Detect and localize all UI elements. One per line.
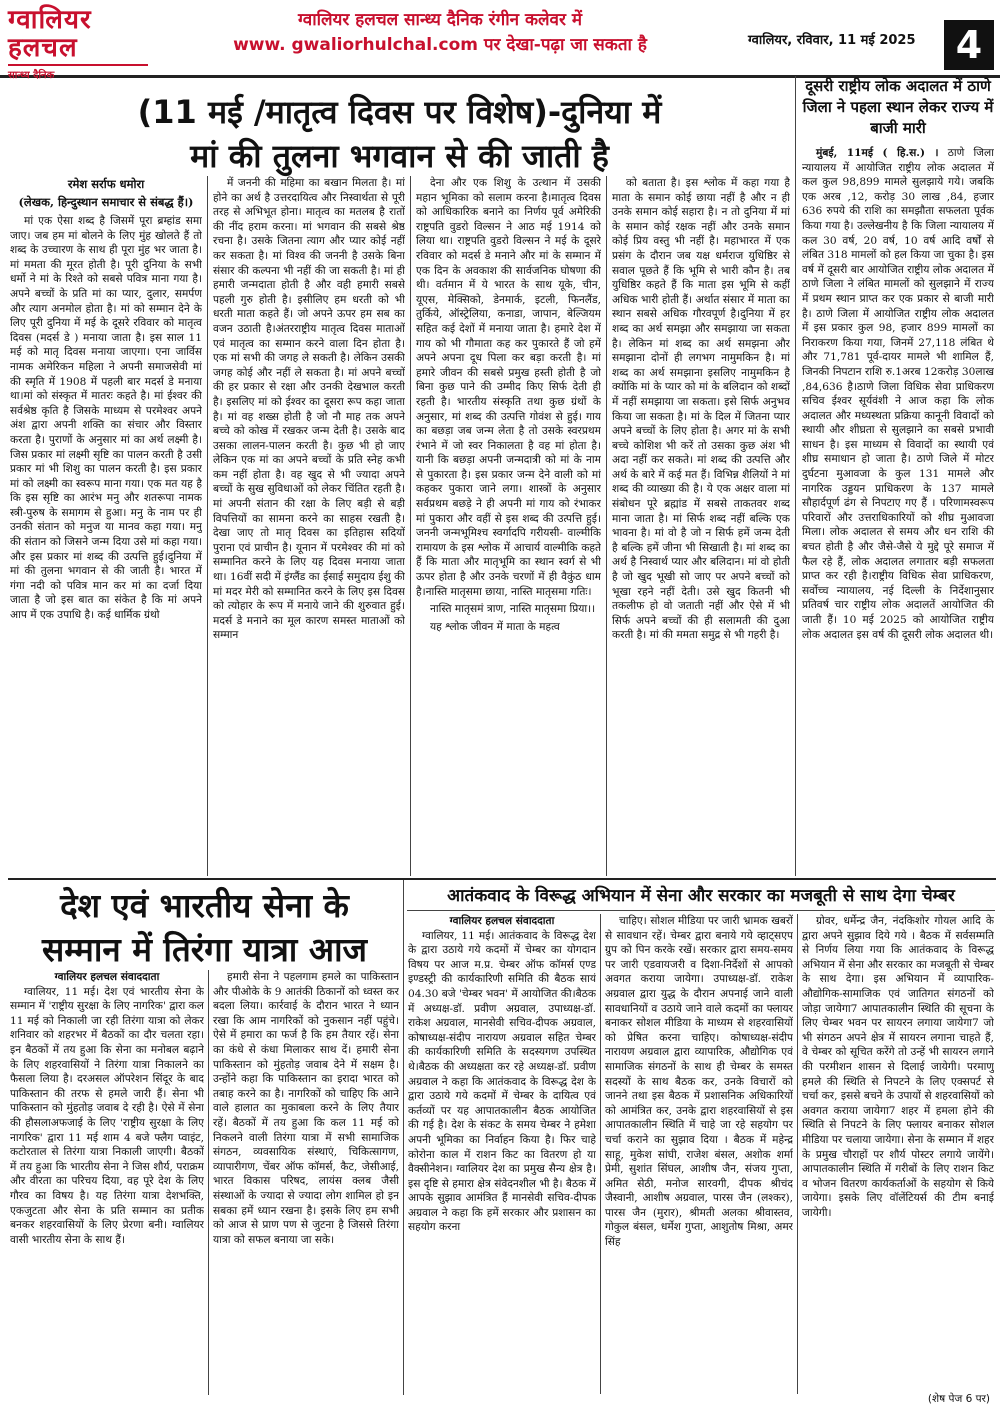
column-divider xyxy=(403,880,404,1395)
tiranga-headline-line2: सम्मान में तिरंगा यात्रा आज xyxy=(41,930,368,969)
article-text: को बताता है। इस श्लोक में कहा गया है माता के समान कोई छाया नहीं है और न ही उनके समान कोई सहारा है। न तो दुनिया में मां के समान कोई रक्षक नहीं और उनके समान कोई प्रिय वस्तु भी नहीं है। महाभारत में एक प्रसंग के दौरान जब यक्ष धर्मराज युधिष्ठिर से सवाल पूछते हैं कि भूमि से भारी कौन है। तब युधिष्ठिर कहते हैं कि माता इस भूमि से कहीं अधिक भारी होती हैं। अर्थात संसार में माता का स्थान सबसे अधिक गौरवपूर्ण है।दुनिया में हर शब्द का अर्थ समझा और समझाया जा सकता है। लेकिन मां शब्द का अर्थ समझना और समझाना दोनों ही लगभग नामुमकिन है। मां शब्द का अर्थ समझाना इसलिए नामुमकिन है क्योंकि मां के प्यार को मां के बलिदान को शब्दों में नहीं समझाया जा सकता। इसे सिर्फ अनुभव किया जा सकता है। मां के दिल में जितना प्यार अपने बच्चों के लिए होता है। अगर मां के सभी बच्चे कोशिश भी करें तो उसका कुछ अंश भी अदा नहीं कर सकते। मां शब्द की उत्पत्ति और अर्थ के बारे में कई मत हैं। विभिन्न शैलियों ने मां शब्द की व्याख्या की है। ये एक अक्षर वाला मां संबोधन पूरे ब्रह्मांड में सबसे ताकतवर शब्द माना जाता है। मां सिर्फ शब्द नहीं बल्कि एक भावना है। मां वो है जो न सिर्फ हमें जन्म देती है बल्कि हमें जीना भी सिखाती है। मां शब्द का अर्थ है निस्वार्थ प्यार और बलिदान। मां वो होती है जो खुद भूखी सो जाए पर अपने बच्चों को भूखा रहने नहीं देती। उसे खुद कितनी भी तकलीफ हो वो जताती नहीं और ऐसे में भी सिर्फ अपने बच्चों की ही सलामती की दुआ करती है। मां की ममता समुद्र से भी गहरी है। xyxy=(612,177,790,642)
main-story-column-1 xyxy=(10,176,202,876)
main-headline-line1: (11 मई /मातृत्व दिवस पर विशेष)-दुनिया में xyxy=(137,93,662,131)
tiranga-story-column-1 xyxy=(10,970,204,1395)
right-story-dateline: मुंबई, 11मई ( हि.स.) । xyxy=(816,147,939,159)
main-story-column-3 xyxy=(416,176,601,876)
reporter-credit: ग्वालियर हलचल संवाददाता xyxy=(449,915,555,927)
logo-line2: हलचल xyxy=(8,33,78,63)
right-story-headline: दूसरी राष्ट्रीय लोक अदालत में ठाणे जिला ने पहला स्थान लेकर राज्य में बाजी मारी xyxy=(802,77,994,137)
chamber-story-column-3 xyxy=(802,914,994,1384)
logo-line1: ग्वालियर xyxy=(8,5,92,35)
page-number: 4 xyxy=(944,20,994,70)
promo-website-link[interactable]: www. gwaliorhulchal.com पर देखा-पढ़ा जा सकता है xyxy=(233,35,647,55)
logo-tagline: सान्ध्य दैनिक xyxy=(8,64,148,81)
column-divider xyxy=(600,914,601,1394)
chamber-story-column-2 xyxy=(605,914,793,1394)
right-story-body xyxy=(802,146,994,876)
article-text: हमारी सेना ने पहलगाम हमले का पाकिस्तान और पीओके के 9 आतंकी ठिकानों को ध्वस्त कर बदला लिया। कार्रवाई के दौरान भारत ने ध्यान रखा कि आम नागरिकों को नुकसान नहीं पहुंचे। ऐसे में हमारा का फर्ज है कि हम तैयार रहें। सेना का कंधे से कंधा मिलाकर साथ दें। हमारी सेना पाकिस्तान को मुंहतोड़ जवाब देने में सक्षम है। उन्होंने कहा कि पाकिस्तान का इरादा भारत को तबाह करने का है। नागरिकों को चाहिए कि आने वाले हालात का मुकाबला करने के लिए तैयार रहें। बैठकों में तय हुआ कि कल 11 मई को निकलने वाली तिरंगा यात्रा में सभी सामाजिक संगठन, व्यवसायिक संस्थाएं, चिकित्सागण, व्यापारीगण, चेंबर ऑफ कॉमर्स, कैट, जेसीआई, भारत विकास परिषद, लायंस क्लब जैसी संस्थाओं के ज्यादा से ज्यादा लोग शामिल हो इन सबका हमें ध्यान रखना है। इसके लिए हम सभी को आज से प्राण पण से जुटना है जिससे तिरंगा यात्रा को सफल बनाया जा सके। xyxy=(213,971,399,1246)
continued-on-page-note[interactable]: (शेष पेज 6 पर) xyxy=(927,1393,990,1405)
article-text: ग्रोवर, धर्मेन्द्र जैन, नंदकिशोर गोयल आदि के द्वारा अपने सुझाव दिये गये । बैठक में सर्वसम्मति से निर्णय लिया गया कि आतंकवाद के विरूद्ध अभियान में सेना और सरकार का मजबूती से चेम्बर के साथ देगा। इस अभियान में व्यापारिक-औद्योगिक-सामाजिक एवं जातिगत संगठनों को जोड़ा जायेगा7 आपातकालीन स्थिति की सूचना के लिए चेम्बर भवन पर सायरन लगाया जायेगा7 जो भी संगठन अपने क्षेत्र में सायरन लगाना चाहते हैं, वे चेम्बर को सूचित करेंगे तो उन्हें भी सायरन लगाने की परमीशन शासन से दिलाई जायेगी। परमाणु हमले की स्थिति से निपटने के लिए एक्सपर्ट से चर्चा कर, इससे बचने के उपायों से शहरवासियों को अवगत कराया जायेगा7 शहर में हमला होने की स्थिति से निपटने के लिए फ्लायर बनाकर सोशल मीडिया पर चलाया जायेगा। सेना के सम्मान में शहर के प्रमुख चौराहों पर शौर्य पोस्टर लगाये जायेंगे। आपातकालीन स्थिति में गरीबों के लिए राशन किट व भोजन वितरण कार्यकर्ताओं के सहयोग से किये जायेगा। इसके लिए वॉलेंटियर्स की टीम बनाई जायेगी। xyxy=(802,915,994,1219)
column-divider xyxy=(795,76,796,876)
masthead xyxy=(0,0,1000,81)
issue-dateline: ग्वालियर, रविवार, 11 मई 2025 xyxy=(748,33,916,48)
reporter-credit: ग्वालियर हलचल संवाददाता xyxy=(54,971,160,983)
chamber-story-column-1 xyxy=(408,914,596,1394)
promo-line1: ग्वालियर हलचल सान्ध्य दैनिक रंगीन कलेवर में xyxy=(297,10,583,30)
article-text: चाहिए। सोशल मीडिया पर जारी भ्रामक खबरों से सावधान रहें। चेम्बर द्वारा बनाये गये व्हाट्सएप ग्रुप को पिन करके रखें। सरकार द्वारा समय-समय पर जारी एडवायजरी व दिशा-निर्देशों से आपको अवगत कराया जायेगा। उपाध्यक्ष-डॉ. राकेश अग्रवाल द्वारा युद्ध के दौरान अपनाई जाने वाली सावधानियों व उठाये जाने वाले कदमों का फ्लायर बनाकर सोशल मीडिया के माध्यम से शहरवासियों को प्रेषित करना चाहिए। कोषाध्यक्ष-संदीप नारायण अग्रवाल द्वारा व्यापारिक, औद्योगिक एवं सामाजिक संगठनों के साथ ही चेम्बर के समस्त सदस्यों के साथ बैठक कर, उनके विचारों को जानने तथा इस बैठक में प्रशासनिक अधिकारियों को आमंत्रित कर, उनके द्वारा शहरवासियों से इस आपातकालीन स्थिति में चाहे जा रहे सहयोग पर चर्चा कराने का सुझाव दिया । बैठक में महेन्द्र साहू, मुकेश सांघी, राजेश बंसल, अशोक शर्मा प्रेमी, सुशांत सिंघल, आशीष जैन, संजय गुप्ता, अमित सेठी, मनोज सारवगी, दीपक श्रीचंद जैस्वानी, आशीष अग्रवाल, पारस जैन (लश्कर), पारस जैन (मुरार), श्रीमती अलका श्रीवास्तव, गोकुल बंसल, धर्मेश गुप्ता, आशुतोष मिश्रा, अमर सिंह xyxy=(605,915,793,1249)
main-story-headline xyxy=(12,90,787,178)
article-text: ठाणे जिला न्यायालय में आयोजित राष्ट्रीय लोक अदालत में कल कुल 98,899 मामले सुलझाये गये। जबकि एक अरब ,12, करोड़ 30 लाख ,84, हजार 636 रुपये की राशि का समझौता सफलता पूर्वक किया गया है। उल्लेखनीय है कि जिला न्यायालय में कल 30 वर्ष, 20 वर्ष, 10 वर्ष आदि वर्षों से लंबित 318 मामलों को हल किया जा चुका है। इस वर्ष में दूसरी बार आयोजित राष्ट्रीय लोक अदालत में ठाणे जिला ने लंबित मामलों को सुलझाने में राज्य में प्रथम स्थान प्राप्त कर एक प्रकार से बाजी मारी है। ठाणे जिला में आयोजित राष्ट्रीय लोक अदालत में इस प्रकार कुल 98, हजार 899 मामलों का निराकरण किया गया, जिनमें 27,118 लंबित थे और 71,781 पूर्व-दायर मामले भी शामिल हैं, जिनकी निपटान राशि रु.1अरब 12करोड़ 30लाख ,84,636 है।ठाणे जिला विधिक सेवा प्राधिकरण सचिव ईश्वर सूर्यवंशी ने आज कहा कि लोक अदालत और मध्यस्थता प्रक्रिया कानूनी विवादों को स्थायी और शीघ्रता से सुलझाने का सबसे प्रभावी साधन है। इस माध्यम से विवादों का स्थायी एवं शीघ्र समाधान हो जाता है। ठाणे जिले में मोटर दुर्घटना मुआवजा के कुल 131 मामले और नागरिक उड्डयन प्राधिकरण के 137 मामले सौहार्दपूर्ण ढंग से निपटाए गए हैं । परिणामस्वरूप परिवारों और उत्तराधिकारियों को शीघ्र मुआवजा मिला। लोक अदालत से समय और धन राशि की बचत होती है और जैसे-जैसे ये मुद्दे पूरे समाज में फैल रहे हैं, लोक अदालत लगातार बड़ी सफलता प्राप्त कर रही है।राष्ट्रीय विधिक सेवा प्राधिकरण, सर्वोच्च न्यायालय, नई दिल्ली के निर्देशानुसार प्रतिवर्ष चार राष्ट्रीय लोक अदालतें आयोजित की जाती हैं। 10 मई 2025 को आयोजित राष्ट्रीय लोक अदालत इस वर्ष की दूसरी लोक अदालत थी। xyxy=(802,147,994,641)
promo-banner xyxy=(160,8,720,58)
column-divider xyxy=(207,176,208,876)
chamber-story-headline: आतंकवाद के विरूद्ध अभियान में सेना और सरकार का मजबूती से साथ देगा चेम्बर xyxy=(407,884,995,911)
column-divider xyxy=(410,176,411,876)
newspaper-logo xyxy=(8,5,148,81)
column-divider xyxy=(606,176,607,876)
article-text: देना और एक शिशु के उत्थान में उसकी महान भूमिका को सलाम करना है।मातृत्व दिवस को आधिकारिक बनाने का निर्णय पूर्व अमेरिकी राष्ट्रपति वुडरो विल्सन ने आठ मई 1914 को लिया था। राष्ट्रपति वुडरो विल्सन ने मई के दूसरे रविवार को मदर्स डे मनाने और मां के सम्मान में एक दिन के अवकाश की सार्वजनिक घोषणा की थी। वर्तमान में ये भारत के साथ यूके, चीन, यूएस, मेक्सिको, डेनमार्क, इटली, फिनलैंड, तुर्किये, ऑस्ट्रेलिया, कनाडा, जापान, बेल्जियम सहित कई देशों में मनाया जाता है। हमारे देश में गाय को भी गौमाता कह कर पुकारते हैं जो हमें अपने अपना दूध पिला कर बड़ा करती है। मां हमारे जीवन की सबसे प्रमुख हस्ती होती है जो बिना कुछ पाने की उम्मीद किए सिर्फ देती ही रहती है। भारतीय संस्कृति तथा कुछ ग्रंथों के अनुसार, मां शब्द की उत्पत्ति गोवंश से हुई। गाय का बछड़ा जब जन्म लेता है तो उसके स्वरप्रथम रंभाने में जो स्वर निकालता है वह मां होता है। यानी कि बछड़ा अपनी जन्मदात्री को मां के नाम से पुकारता है। इस प्रकार जन्म देने वाली को मां कहकर पुकारा जाने लगा। शास्त्रों के अनुसार सर्वप्रथम बछड़े ने ही अपनी मां गाय को रंभाकर मां पुकारा और वहीं से इस शब्द की उत्पत्ति हुई। जननी जन्मभूमिश्च स्वर्गादपि गरीयसी- वाल्मीकि रामायण के इस श्लोक में आचार्य वाल्मीकि कहते हैं कि माता और मातृभूमि का स्थान स्वर्ग से भी ऊपर होता है और उनके चरणों में ही वैकुंठ धाम है।नास्ति मातृसमा छाया, नास्ति मातृसमा गतिः। xyxy=(416,177,601,598)
article-text: यह श्लोक जीवन में माता के महत्व xyxy=(430,620,560,633)
main-story-column-4 xyxy=(612,176,790,876)
section-rule xyxy=(8,878,996,880)
column-divider xyxy=(797,914,798,1394)
tiranga-story-headline xyxy=(12,884,397,972)
main-story-column-2 xyxy=(213,176,405,876)
tiranga-headline-line1: देश एवं भारतीय सेना के xyxy=(60,886,349,925)
article-text: ग्वालियर, 11 मई। देश एवं भारतीय सेना के सम्मान में 'राष्ट्रीय सुरक्षा के लिए नागरिक' द्वारा कल 11 मई को निकाली जा रही तिरंगा यात्रा को लेकर शनिवार को शहरभर में बैठकों का दौर चलता रहा। इन बैठकों में तय हुआ कि सेना का मनोबल बढ़ाने के लिए शहरवासियों ने तिरंगा यात्रा निकालने का फैसला लिया है। दरअसल ऑपरेशन सिंदूर के बाद पाकिस्तान की तरफ से हमले जारी हैं। सेना भी पाकिस्तान को मुंहतोड़ जवाब दे रही है। ऐसे में सेना की हौसलाअफजाई के लिए 'राष्ट्रीय सुरक्षा के लिए नागरिक' द्वारा 11 मई शाम 4 बजे फ्लैग प्वाइंट, कटोरताल से तिरंगा यात्रा निकाली जाएगी। बैठकों में तय हुआ कि भारतीय सेना ने जिस शौर्य, पराक्रम और वीरता का परिचय दिया, वह पूरे देश के लिए गौरव का विषय है। यह तिरंगा यात्रा देशभक्ति, एकजुटता और सेना के प्रति सम्मान का प्रतीक बनकर शहरवासियों के लिए प्रेरणा बनी। ग्वालियर वासी भारतीय सेना के साथ हैं। xyxy=(10,985,204,1246)
verse-text: नास्ति मातृसमं त्राण, नास्ति मातृसमा प्रिया।। xyxy=(430,603,596,616)
main-headline-line2: मां की तुलना भगवान से की जाती है xyxy=(190,137,609,175)
article-text: मां एक ऐसा शब्द है जिसमें पूरा ब्रम्हांड समा जाए। जब हम मां बोलने के लिए मुंह खोलते हैं तो शब्द के उच्चारण के साथ ही पूरा मुंह भर जाता है। मां ममता की मूरत होती है। पूरी दुनिया के सभी धर्मो ने मां के रिश्ते को सबसे पवित्र माना गया है। अपने बच्चों के प्रति मां का प्यार, दुलार, समर्पण और त्याग अनमोल होता है। मां को सम्मान देने के लिए पूरी दुनिया में मई के दूसरे रविवार को मातृत्व दिवस (मदर्स डे ) मनाया जाता है। इस साल 11 मई को मातृ दिवस मनाया जाएगा। एना जार्विस नामक अमेरिकन महिला ने अपनी समाजसेवी मां की स्मृति में 1908 में पहली बार मदर्स डे मनाया था।मां को संस्कृत में मातरः कहते है। मां ईश्वर की सर्वश्रेष्ठ कृति है जिसके माध्यम से परमेश्वर अपने अंश द्वारा अपनी शक्ति का संचार और विस्तार करता है। पुराणों के अनुसार मां का अर्थ लक्ष्मी है। जिस प्रकार मां लक्ष्मी सृष्टि का पालन करती है उसी प्रकार मां भी शिशु का पालन करती है। इस प्रकार मां को लक्ष्मी का स्वरूप माना गया। एक मत यह है कि इस सृष्टि का आरंभ मनु और शतरूपा नामक स्त्री-पुरुष के समागम से हुआ। मनु के नाम पर ही उनकी संतान को मनुज या मानव कहा गया। मनु की संतान को जिसने जन्म दिया उसे मां कहा गया। और इस प्रकार मां शब्द की उत्पत्ति हुई।दुनिया में मां की तुलना भगवान से की जाती है। भारत में गंगा नदी को पवित्र मान कर मां का दर्जा दिया जाता है जो इस बात का संकेत है कि मां अपने आप में एक उपाधि है। कई धार्मिक ग्रंथो xyxy=(10,215,202,622)
tiranga-story-column-2 xyxy=(213,970,399,1395)
column-divider xyxy=(208,970,209,1395)
article-text: ग्वालियर, 11 मई। आतंकवाद के विरूद्ध देश के द्वारा उठाये गये कदमों में चेम्बर का योगदान विषय पर आज म.प्र. चेम्बर ऑफ कॉमर्स एण्ड इण्डस्ट्री की कार्यकारिणी समिति की बैठक सायं 04.30 बजे 'चेम्बर भवन' में आयोजित की।बैठक में अध्यक्ष-डॉ. प्रवीण अग्रवाल, उपाध्यक्ष-डॉ. राकेश अग्रवाल, मानसेवी सचिव-दीपक अग्रवाल, कोषाध्यक्ष-संदीप नारायण अग्रवाल सहित चेम्बर की कार्यकारिणी समिति के सदस्यगण उपस्थित थे।बैठक की अध्यक्षता कर रहे अध्यक्ष-डॉ. प्रवीण अग्रवाल ने कहा कि आतंकवाद के विरूद्ध देश के द्वारा उठाये गये कदमों में चेम्बर के दायित्व एवं कर्तव्यों पर यह आपातकालीन बैठक आयोजित की गई है। देश के संकट के समय चेम्बर ने हमेशा अपनी भूमिका का निर्वाहन किया है। फिर चाहे कोरोना काल में राशन किट का वितरण हो या वैक्सीनेशन। ग्वालियर देश का प्रमुख सैन्य क्षेत्र है। इस दृष्टि से हमारा क्षेत्र संवेदनशील भी है। बैठक में आपके सुझाव आमंत्रित हैं मानसेवी सचिव-दीपक अग्रवाल ने कहा कि हमें सरकार और प्रशासन का सहयोग करना xyxy=(408,929,596,1234)
article-text: में जननी की महिमा का बखान मिलता है। मां होने का अर्थ है उत्तरदायित्व और निस्वार्थता से पूरी तरह से अभिभूत होना। मातृत्व का मतलब है रातों की नींद हराम करना। मां भगवान की सबसे श्रेष्ठ रचना है। उसके जितना त्याग और प्यार कोई नहीं कर सकता है। मां विश्व की जननी है उसके बिना संसार की कल्पना भी नहीं की जा सकती है। मां ही हमारी जन्मदाता होती है और वही हमारी सबसे पहली गुरु होती है। इसीलिए हम धरती को भी धरती माता कहते हैं। जो अपने ऊपर हम सब का वजन उठाती है।अंतरराष्ट्रीय मातृत्व दिवस माताओं एवं मातृत्व का सम्मान करने वाला दिन होता है। एक मां सभी की जगह ले सकती है। लेकिन उसकी जगह कोई और नहीं ले सकता है। मां अपने बच्चों की हर प्रकार से रक्षा और उनकी देखभाल करती है। इसलिए मां को ईश्वर का दूसरा रूप कहा जाता है। मां वह शख्स होती है जो नौ माह तक अपने बच्चे को कोख में रखकर जन्म देती है। उसके बाद उसका लालन-पालन करती है। कुछ भी हो जाए लेकिन एक मां का अपने बच्चों के प्रति स्नेह कभी कम नहीं होता है। वह खुद से भी ज्यादा अपने बच्चों के सुख सुविधाओं को लेकर चिंतित रहती है। मां अपनी संतान की रक्षा के लिए बड़ी से बड़ी विपत्तियों का सामना करने का साहस रखती है।देखा जाए तो मातृ दिवस का इतिहास सदियों पुराना एवं प्राचीन है। यूनान में परमेश्वर की मां को सम्मानित करने के लिए यह दिवस मनाया जाता था। 16वीं सदी में इंग्लैंड का ईसाई समुदाय ईशु की मां मदर मेरी को सम्मानित करने के लिए इस दिवस को त्योहार के रूप में मनाये जाने की शुरुवात हुई। मदर्स डे मनाने का मूल कारण समस्त माताओं को सम्मान xyxy=(213,177,405,642)
author-note: (लेखक, हिन्दुस्थान समाचार से संबद्ध हैं।) xyxy=(18,195,194,209)
author-name: रमेश सर्राफ धमोरा xyxy=(67,177,145,191)
